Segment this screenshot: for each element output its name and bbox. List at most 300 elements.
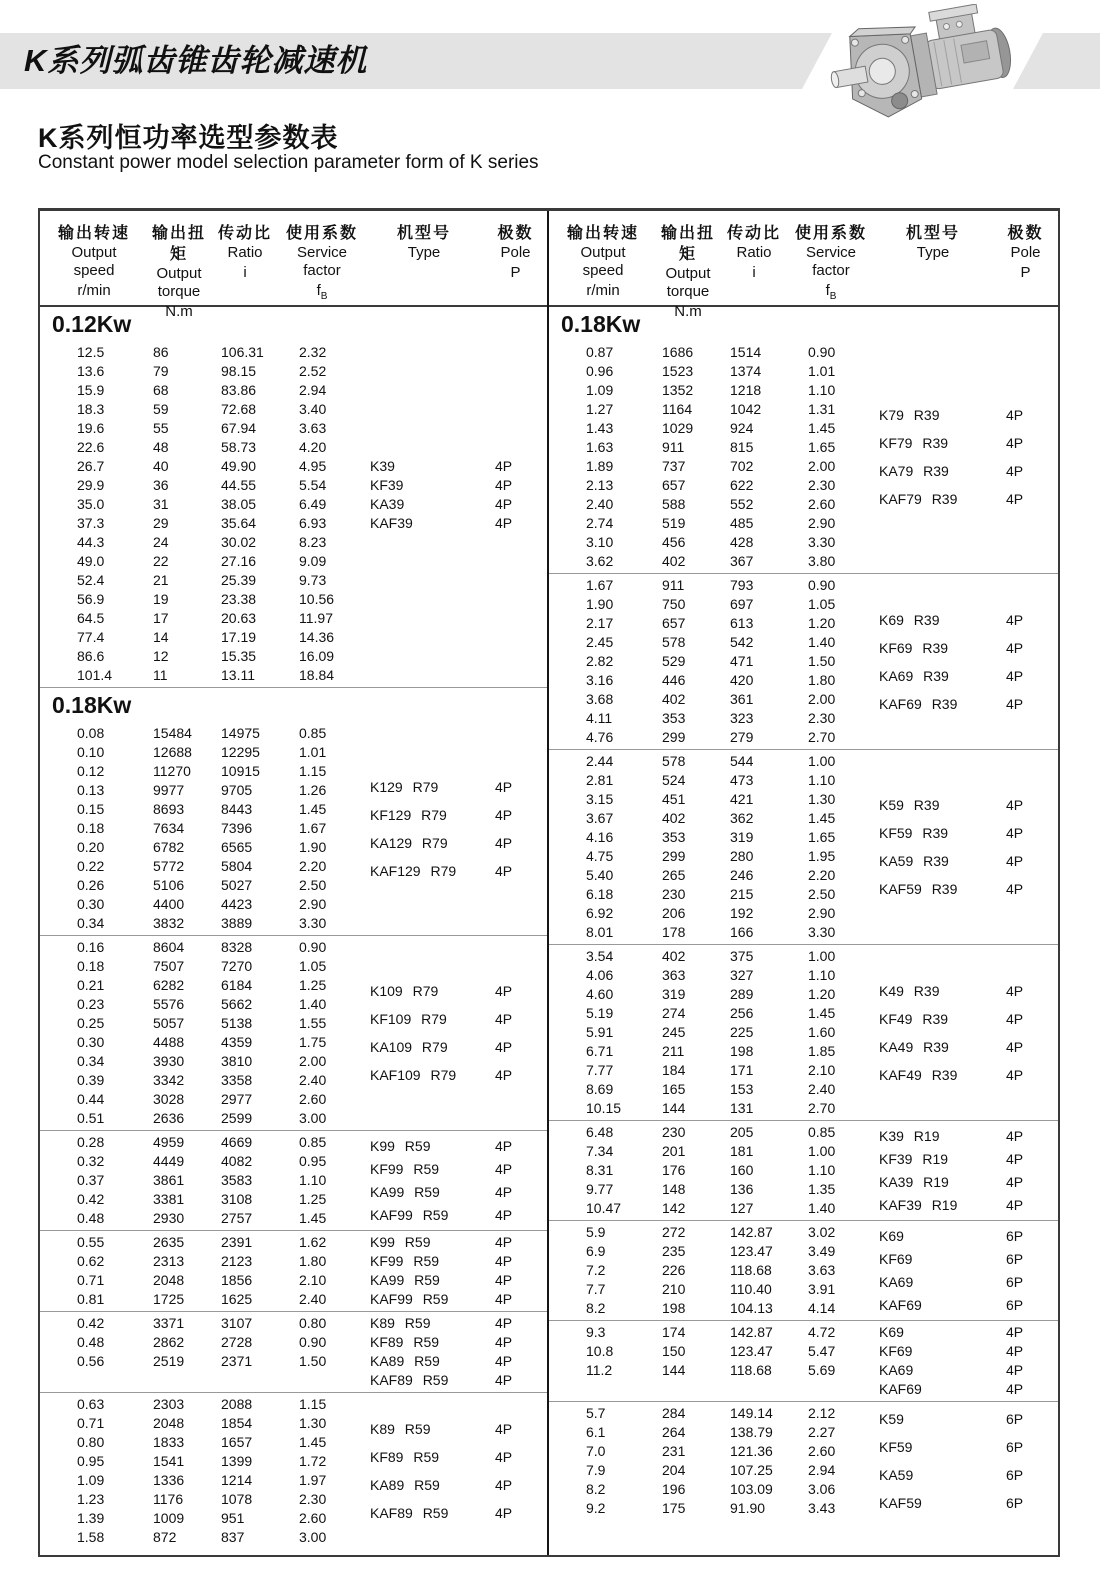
factor-cell: 1.45 — [808, 1005, 836, 1021]
torque-cell: 5576 — [153, 996, 185, 1012]
factor-cell: 0.80 — [299, 1315, 327, 1331]
speed-cell: 1.90 — [586, 596, 614, 612]
model-type: KF49 R39 — [879, 1010, 949, 1027]
speed-cell: 6.48 — [586, 1124, 614, 1140]
model-type: KA99 R59 — [370, 1272, 440, 1288]
model-type: KA109 R79 — [370, 1039, 448, 1055]
ratio-cell: 72.68 — [221, 401, 257, 417]
table-row — [40, 914, 547, 933]
model-type: KA99 R59 — [370, 1183, 440, 1200]
torque-cell: 529 — [662, 653, 686, 669]
table-row — [549, 514, 1058, 533]
speed-cell: 0.37 — [77, 1172, 105, 1188]
torque-cell: 198 — [662, 1300, 686, 1316]
torque-cell: 4400 — [153, 896, 185, 912]
torque-cell: 578 — [662, 634, 686, 650]
speed-cell: 0.34 — [77, 915, 105, 931]
ratio-cell: 205 — [730, 1124, 754, 1140]
pole-value: 4P — [495, 1011, 513, 1027]
factor-cell: 1.50 — [299, 1353, 327, 1369]
ratio-cell: 171 — [730, 1062, 754, 1078]
speed-cell: 0.18 — [77, 958, 105, 974]
ratio-cell: 8443 — [221, 801, 253, 817]
model-type: K99 R59 — [370, 1234, 431, 1250]
column-header-zh: 机型号 — [905, 225, 960, 242]
torque-cell: 578 — [662, 753, 686, 769]
column-header-zh: 传动比 — [217, 225, 272, 242]
table-row — [549, 728, 1058, 747]
pole-value: 4P — [1006, 982, 1024, 999]
factor-cell: 1.97 — [299, 1472, 327, 1488]
ratio-cell: 2599 — [221, 1110, 253, 1126]
torque-cell: 1029 — [662, 420, 694, 436]
section-title-zh: K系列恒功率选型参数表 — [38, 123, 339, 153]
model-type: KAF129 R79 — [370, 862, 457, 879]
speed-cell: 0.23 — [77, 996, 105, 1012]
ratio-cell: 702 — [730, 458, 754, 474]
type-line — [879, 1380, 1044, 1399]
speed-cell: 1.09 — [586, 382, 614, 398]
column-header-zh: 使用系数 — [794, 225, 867, 242]
ratio-cell: 289 — [730, 986, 754, 1002]
torque-cell: 148 — [662, 1181, 686, 1197]
ratio-cell: 3583 — [221, 1172, 253, 1188]
type-list — [370, 1415, 533, 1527]
pole-value: 6P — [1006, 1296, 1024, 1313]
factor-cell: 1.40 — [808, 634, 836, 650]
ratio-cell: 10915 — [221, 763, 260, 779]
model-type: K89 R59 — [370, 1421, 431, 1437]
gear-motor-image — [826, 4, 1022, 126]
torque-cell: 226 — [662, 1262, 686, 1278]
speed-cell: 26.7 — [77, 458, 105, 474]
type-line — [370, 1252, 533, 1271]
torque-cell: 274 — [662, 1005, 686, 1021]
speed-cell: 0.80 — [77, 1434, 105, 1450]
speed-cell: 0.56 — [77, 1353, 105, 1369]
torque-cell: 6782 — [153, 839, 185, 855]
type-list — [879, 1323, 1044, 1399]
factor-cell: 3.63 — [299, 420, 327, 436]
torque-cell: 2303 — [153, 1396, 185, 1412]
speed-cell: 0.30 — [77, 896, 105, 912]
ratio-cell: 2371 — [221, 1353, 253, 1369]
type-line — [879, 485, 1044, 513]
pole-value: 4P — [1006, 825, 1024, 841]
factor-cell: 1.85 — [808, 1043, 836, 1059]
ratio-cell: 3358 — [221, 1072, 253, 1088]
table-row — [40, 609, 547, 628]
torque-cell: 55 — [153, 420, 169, 436]
factor-cell: 1.20 — [808, 615, 836, 631]
pole-value: 4P — [1006, 435, 1024, 451]
speed-cell: 1.23 — [77, 1491, 105, 1507]
column-header-en: Type — [916, 244, 950, 261]
pole-value: 6P — [1006, 1250, 1024, 1267]
ratio-cell: 83.86 — [221, 382, 257, 398]
speed-cell: 3.62 — [586, 553, 614, 569]
type-line — [879, 977, 1044, 1005]
pole-value: 4P — [495, 458, 513, 474]
ratio-cell: 142.87 — [730, 1224, 773, 1240]
speed-cell: 4.76 — [586, 729, 614, 745]
factor-cell: 1.80 — [299, 1253, 327, 1269]
column-header — [280, 223, 364, 322]
speed-cell: 0.48 — [77, 1334, 105, 1350]
model-type: KA59 — [879, 1467, 914, 1483]
pole-value: 4P — [495, 1315, 513, 1331]
type-line — [370, 1204, 533, 1227]
data-block — [40, 1130, 547, 1230]
ratio-cell: 5138 — [221, 1015, 253, 1031]
torque-cell: 9977 — [153, 782, 185, 798]
factor-cell: 2.52 — [299, 363, 327, 379]
torque-cell: 402 — [662, 948, 686, 964]
speed-cell: 4.16 — [586, 829, 614, 845]
torque-cell: 175 — [662, 1500, 686, 1516]
pole-value: 4P — [1006, 667, 1024, 684]
ratio-cell: 697 — [730, 596, 754, 612]
speed-cell: 18.3 — [77, 401, 105, 417]
factor-cell: 1.10 — [808, 967, 836, 983]
model-type: K59 R39 — [879, 797, 940, 813]
torque-cell — [153, 1371, 221, 1390]
pole-value: 4P — [495, 834, 513, 851]
column-header-unit: r/min — [586, 282, 620, 299]
table-row — [40, 343, 547, 362]
factor-cell: 1.80 — [808, 672, 836, 688]
speed-cell — [586, 1380, 662, 1399]
model-type: KA79 R39 — [879, 463, 949, 479]
model-type: K79 R39 — [879, 407, 940, 423]
pole-value: 6P — [1006, 1227, 1024, 1244]
ratio-cell: 6184 — [221, 977, 253, 993]
ratio-cell: 225 — [730, 1024, 754, 1040]
model-type: KA69 — [879, 1362, 914, 1378]
speed-cell: 0.22 — [77, 858, 105, 874]
pole-value: 4P — [495, 778, 513, 795]
pole-value: 4P — [1006, 463, 1024, 479]
torque-cell: 211 — [662, 1043, 685, 1059]
ratio-cell: 181 — [730, 1143, 754, 1159]
speed-cell: 0.12 — [77, 763, 105, 779]
table-row — [40, 400, 547, 419]
ratio-cell: 420 — [730, 672, 754, 688]
factor-cell: 1.75 — [299, 1034, 327, 1050]
torque-cell: 299 — [662, 848, 686, 864]
speed-cell: 6.92 — [586, 905, 614, 921]
type-line — [879, 875, 1044, 903]
table-row — [40, 590, 547, 609]
torque-cell: 3930 — [153, 1053, 185, 1069]
type-line — [370, 1443, 533, 1471]
factor-cell: 4.20 — [299, 439, 327, 455]
type-list — [370, 1135, 533, 1227]
factor-cell: 6.93 — [299, 515, 327, 531]
data-block — [549, 573, 1058, 749]
factor-cell: 2.00 — [808, 691, 836, 707]
column-header — [789, 223, 873, 322]
ratio-cell: 121.36 — [730, 1443, 773, 1459]
model-type: K59 — [879, 1411, 904, 1427]
speed-cell: 12.5 — [77, 344, 105, 360]
model-type: K69 — [879, 1227, 904, 1244]
column-header-zh: 输出扭矩 — [660, 225, 715, 263]
model-type: K69 — [879, 1324, 904, 1340]
data-block — [549, 1401, 1058, 1520]
column-header — [719, 223, 789, 322]
model-type: KAF59 R39 — [879, 881, 958, 897]
type-line — [879, 1005, 1044, 1033]
model-type: KA89 R59 — [370, 1353, 440, 1369]
factor-cell: 1.05 — [299, 958, 327, 974]
model-type: KA39 — [370, 496, 405, 512]
torque-cell: 4449 — [153, 1153, 185, 1169]
type-line — [879, 1342, 1044, 1361]
model-type: KAF69 — [879, 1381, 922, 1397]
torque-cell: 657 — [662, 477, 686, 493]
torque-cell: 150 — [662, 1343, 686, 1359]
pole-value: 4P — [495, 1067, 513, 1083]
ratio-cell: 485 — [730, 515, 754, 531]
column-header-zh: 输出转速 — [57, 225, 130, 242]
factor-cell: 2.10 — [808, 1062, 836, 1078]
factor-cell: 3.00 — [299, 1529, 327, 1545]
ratio-cell: 118.68 — [730, 1362, 772, 1378]
factor-cell: 0.85 — [808, 1124, 836, 1140]
ratio-cell: 27.16 — [221, 553, 257, 569]
column-header-unit: P — [510, 264, 521, 281]
factor-cell: 1.05 — [808, 596, 836, 612]
torque-cell: 2930 — [153, 1210, 185, 1226]
speed-cell: 2.82 — [586, 653, 614, 669]
torque-cell: 21 — [153, 572, 169, 588]
power-label: 0.18Kw — [561, 311, 641, 337]
column-header — [364, 223, 484, 322]
type-line — [370, 476, 533, 495]
speed-cell: 37.3 — [77, 515, 105, 531]
factor-cell: 2.00 — [808, 458, 836, 474]
factor-cell: 3.43 — [808, 1500, 836, 1516]
table-row — [40, 628, 547, 647]
factor-cell: 1.45 — [299, 801, 327, 817]
ratio-cell: 107.25 — [730, 1462, 773, 1478]
ratio-cell: 149.14 — [730, 1405, 773, 1421]
column-header-en: Service — [805, 244, 857, 261]
table-header-left — [40, 211, 547, 320]
torque-cell: 737 — [662, 458, 686, 474]
ratio-cell: 4669 — [221, 1134, 253, 1150]
ratio-cell — [730, 1380, 808, 1399]
torque-cell: 3028 — [153, 1091, 185, 1107]
type-list — [879, 1225, 1044, 1317]
type-line — [370, 1415, 533, 1443]
torque-cell: 68 — [153, 382, 169, 398]
torque-cell: 299 — [662, 729, 686, 745]
torque-cell: 22 — [153, 553, 169, 569]
torque-cell: 911 — [662, 577, 685, 593]
model-type: KF69 R39 — [879, 639, 949, 656]
factor-cell: 3.00 — [299, 1110, 327, 1126]
ratio-cell: 471 — [730, 653, 754, 669]
ratio-cell: 375 — [730, 948, 754, 964]
torque-cell: 184 — [662, 1062, 686, 1078]
model-type: KAF49 R39 — [879, 1066, 958, 1083]
factor-cell: 0.95 — [299, 1153, 327, 1169]
model-type: KA39 R19 — [879, 1173, 949, 1190]
torque-cell: 456 — [662, 534, 686, 550]
type-line — [879, 791, 1044, 819]
column-header — [484, 223, 547, 322]
ratio-cell: 123.47 — [730, 1243, 773, 1259]
speed-cell: 13.6 — [77, 363, 105, 379]
speed-cell: 0.48 — [77, 1210, 105, 1226]
table-row — [549, 576, 1058, 595]
speed-cell: 4.60 — [586, 986, 614, 1002]
type-list — [370, 977, 533, 1089]
ratio-cell: 67.94 — [221, 420, 257, 436]
torque-cell: 29 — [153, 515, 169, 531]
speed-cell: 2.17 — [586, 615, 614, 631]
pole-value: 4P — [495, 1206, 513, 1223]
section-title-en: Constant power model selection parameter form of K series — [38, 152, 539, 173]
torque-cell: 1336 — [153, 1472, 185, 1488]
table-row — [40, 533, 547, 552]
factor-cell: 1.30 — [808, 791, 836, 807]
power-label: 0.18Kw — [40, 687, 547, 722]
pole-value: 4P — [1006, 1362, 1024, 1378]
factor-cell: 4.14 — [808, 1300, 836, 1316]
ratio-cell: 2391 — [221, 1234, 253, 1250]
type-line — [370, 1371, 533, 1390]
ratio-cell: 319 — [730, 829, 754, 845]
torque-cell: 210 — [662, 1281, 686, 1297]
pole-value: 4P — [1006, 1343, 1024, 1359]
torque-cell: 5772 — [153, 858, 185, 874]
model-type: KF79 R39 — [879, 435, 949, 451]
model-type: K39 R19 — [879, 1127, 940, 1144]
pole-value: 6P — [1006, 1273, 1024, 1290]
torque-cell: 2519 — [153, 1353, 185, 1369]
ratio-cell: 58.73 — [221, 439, 257, 455]
torque-cell: 272 — [662, 1224, 686, 1240]
factor-cell: 3.02 — [808, 1224, 836, 1240]
type-line — [879, 1294, 1044, 1317]
type-line — [370, 1352, 533, 1371]
speed-cell: 1.43 — [586, 420, 614, 436]
model-type: KF99 R59 — [370, 1253, 440, 1269]
model-type: KA69 — [879, 1273, 914, 1290]
table-row — [549, 904, 1058, 923]
torque-cell: 3832 — [153, 915, 185, 931]
column-header-en: Pole — [1010, 244, 1041, 261]
model-type: KAF59 — [879, 1495, 922, 1511]
pole-value: 4P — [1006, 1173, 1024, 1190]
factor-cell: 2.30 — [299, 1491, 327, 1507]
factor-cell: 3.80 — [808, 553, 836, 569]
torque-cell: 265 — [662, 867, 686, 883]
data-block — [40, 341, 547, 687]
ratio-cell: 110.40 — [730, 1281, 772, 1297]
type-line — [879, 819, 1044, 847]
table-half-right — [549, 211, 1058, 1555]
model-type: K89 R59 — [370, 1315, 431, 1331]
factor-cell: 10.56 — [299, 591, 335, 607]
torque-cell: 524 — [662, 772, 686, 788]
ratio-cell: 23.38 — [221, 591, 257, 607]
ratio-cell: 613 — [730, 615, 754, 631]
factor-cell — [808, 1380, 870, 1399]
torque-cell: 2048 — [153, 1415, 185, 1431]
ratio-cell: 2123 — [221, 1253, 253, 1269]
speed-cell: 0.08 — [77, 725, 105, 741]
model-type: KF69 — [879, 1343, 913, 1359]
factor-cell: 1.45 — [808, 420, 836, 436]
data-block — [40, 1311, 547, 1392]
torque-cell: 911 — [662, 439, 685, 455]
type-line — [879, 1461, 1044, 1489]
ratio-cell: 17.19 — [221, 629, 257, 645]
type-line — [879, 429, 1044, 457]
speed-cell: 0.18 — [77, 820, 105, 836]
ratio-cell: 815 — [730, 439, 754, 455]
ratio-cell: 5662 — [221, 996, 253, 1012]
speed-cell: 2.74 — [586, 515, 614, 531]
torque-cell: 11 — [153, 667, 168, 683]
ratio-cell: 2977 — [221, 1091, 253, 1107]
pole-value: 6P — [1006, 1411, 1024, 1427]
speed-cell: 0.42 — [77, 1315, 105, 1331]
type-line — [879, 634, 1044, 662]
torque-cell: 5106 — [153, 877, 185, 893]
model-type: KF109 R79 — [370, 1011, 447, 1027]
factor-cell: 1.35 — [808, 1181, 836, 1197]
factor-cell: 2.40 — [299, 1291, 327, 1307]
factor-cell: 1.72 — [299, 1453, 327, 1469]
table-row — [549, 923, 1058, 942]
type-line — [370, 1499, 533, 1527]
pole-value: 4P — [1006, 1150, 1024, 1167]
table-row — [549, 362, 1058, 381]
table-row — [40, 666, 547, 685]
data-block — [40, 722, 547, 935]
factor-cell: 14.36 — [299, 629, 335, 645]
type-line — [370, 1005, 533, 1033]
column-header — [657, 223, 719, 322]
torque-cell: 4488 — [153, 1034, 185, 1050]
torque-cell: 59 — [153, 401, 169, 417]
speed-cell: 8.31 — [586, 1162, 614, 1178]
torque-cell: 1725 — [153, 1291, 185, 1307]
type-line — [879, 1225, 1044, 1248]
ratio-cell: 793 — [730, 577, 754, 593]
ratio-cell: 215 — [730, 886, 754, 902]
torque-cell: 14 — [153, 629, 169, 645]
model-type: KF129 R79 — [370, 806, 447, 823]
column-header-unit: i — [243, 264, 247, 281]
factor-cell: 2.10 — [299, 1272, 327, 1288]
column-header-zh: 机型号 — [396, 225, 451, 242]
factor-cell: 1.25 — [299, 977, 327, 993]
torque-cell: 144 — [662, 1100, 686, 1116]
torque-cell: 363 — [662, 967, 686, 983]
factor-cell: 2.32 — [299, 344, 327, 360]
torque-cell: 1523 — [662, 363, 694, 379]
speed-cell: 7.9 — [586, 1462, 606, 1478]
model-type: KAF39 — [370, 515, 413, 531]
type-line — [370, 1290, 533, 1309]
speed-cell: 2.45 — [586, 634, 614, 650]
